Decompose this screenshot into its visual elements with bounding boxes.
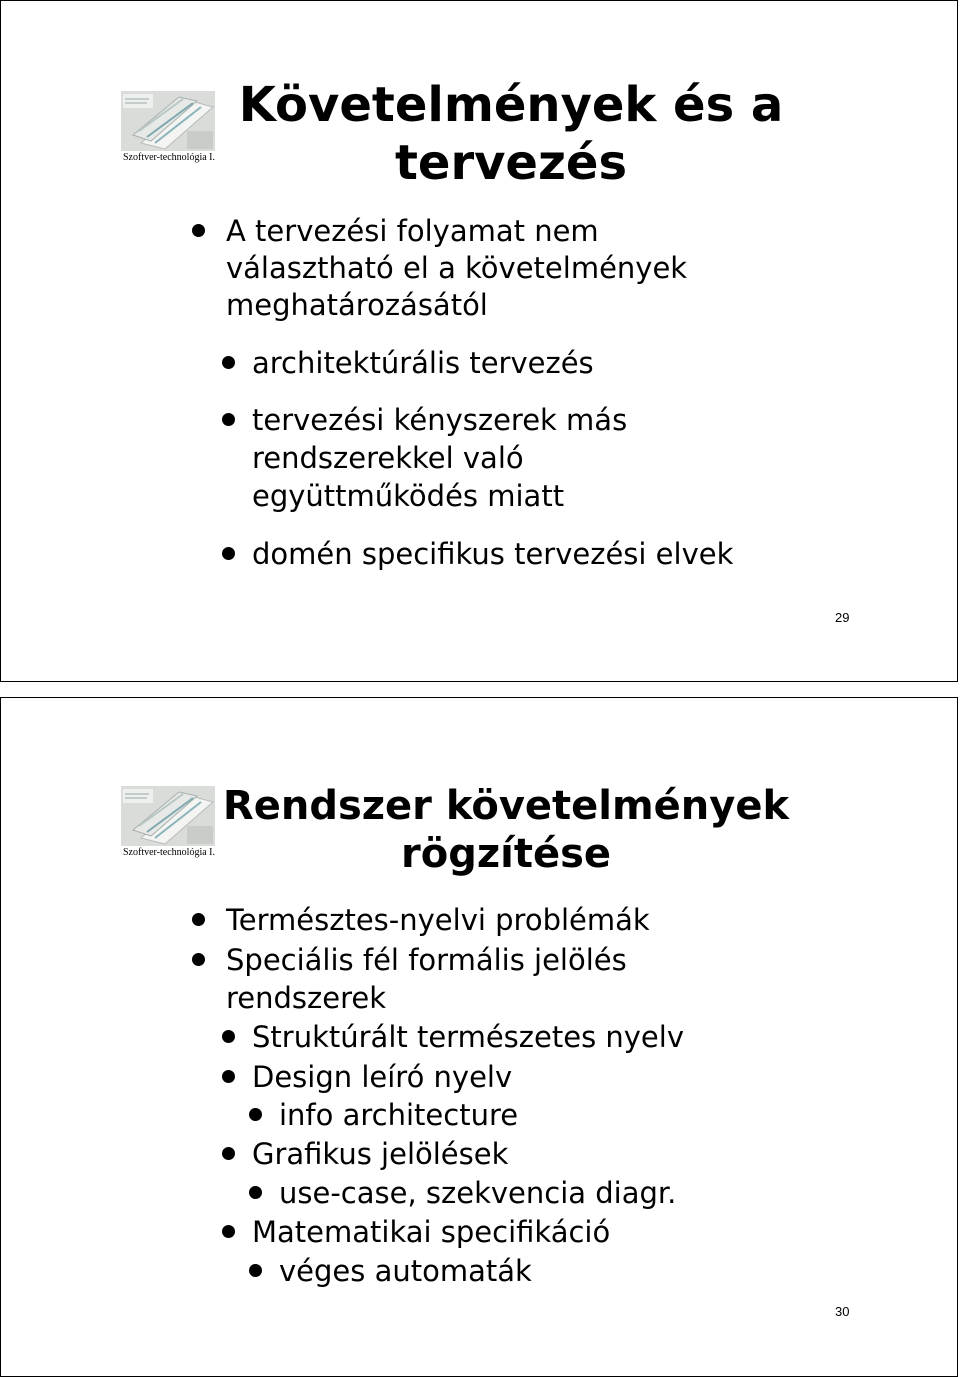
- list-item-text: Matematikai specifikáció: [252, 1215, 611, 1249]
- bullet-icon: [192, 953, 205, 966]
- list-item-text: Design leíró nyelv: [252, 1060, 513, 1094]
- page-number: 29: [835, 610, 850, 625]
- list-item-text: Struktúrált természetes nyelv: [252, 1020, 684, 1054]
- slide-30: [0, 697, 958, 1377]
- list-item: [252, 401, 627, 515]
- bullet-icon: [249, 1108, 262, 1121]
- list-item-text: tervezési kényszerek más: [252, 403, 628, 437]
- list-item-text: A tervezési folyamat nem: [226, 214, 599, 248]
- bullet-icon: [222, 356, 235, 369]
- slide-29: [0, 0, 958, 682]
- list-item-text: Természtes-nyelvi problémák: [226, 903, 650, 937]
- list-item-text: use-case, szekvencia diagr.: [279, 1176, 677, 1210]
- bullet-icon: [222, 1225, 235, 1238]
- bullet-icon: [249, 1186, 262, 1199]
- list-item-text: választható el a követelmények: [226, 251, 688, 285]
- keyboard-photo-icon: [121, 91, 215, 151]
- bullet-icon: [222, 547, 235, 560]
- list-item-text: véges automaták: [279, 1254, 532, 1288]
- list-item: [279, 1174, 676, 1212]
- list-item: [252, 1058, 512, 1096]
- course-logo: [121, 91, 217, 163]
- slide-title: [231, 77, 791, 192]
- bullet-icon: [192, 913, 205, 926]
- bullet-icon: [192, 224, 205, 237]
- title-line: rögzítése: [400, 831, 612, 877]
- list-item: [226, 901, 650, 939]
- list-item-text: Grafikus jelölések: [252, 1137, 509, 1171]
- list-item-text: Speciális fél formális jelölés: [226, 943, 627, 977]
- list-item: [226, 213, 687, 324]
- list-item-text: rendszerek: [226, 981, 387, 1015]
- list-item: [226, 941, 627, 1017]
- bullet-icon: [222, 1070, 235, 1083]
- bullet-icon: [249, 1264, 262, 1277]
- logo-caption: Szoftver-technológia I.: [123, 847, 215, 858]
- list-item: [252, 1213, 610, 1251]
- logo-caption: Szoftver-technológia I.: [123, 152, 215, 163]
- list-item-text: info architecture: [279, 1098, 519, 1132]
- list-item: [252, 1018, 684, 1056]
- list-item: [279, 1096, 518, 1134]
- bullet-icon: [222, 1147, 235, 1160]
- list-item-text: együttműködés miatt: [252, 479, 565, 513]
- list-item: [279, 1252, 532, 1290]
- slide-title: [201, 782, 811, 878]
- list-item: [252, 535, 733, 573]
- bullet-icon: [222, 1030, 235, 1043]
- list-item-text: domén specifikus tervezési elvek: [252, 537, 734, 571]
- list-item-text: rendszerekkel való: [252, 441, 524, 475]
- list-item-text: meghatározásától: [226, 288, 488, 322]
- bullet-icon: [222, 413, 235, 426]
- title-line: tervezés: [394, 134, 628, 191]
- page-number: 30: [835, 1304, 850, 1319]
- title-line: Rendszer követelmények: [222, 783, 790, 829]
- list-item: [252, 344, 594, 382]
- list-item: [252, 1135, 508, 1173]
- list-item-text: architektúrális tervezés: [252, 346, 594, 380]
- title-line: Követelmények és a: [238, 77, 784, 133]
